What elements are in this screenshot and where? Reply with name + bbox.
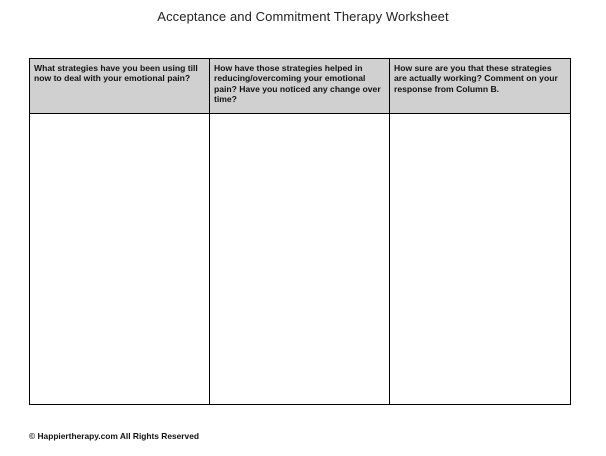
answer-row	[30, 114, 571, 405]
header-row	[30, 59, 571, 114]
column-b-answer-cell[interactable]	[210, 114, 390, 405]
column-c-answer-cell[interactable]	[390, 114, 571, 405]
copyright-footer: © Happiertherapy.com All Rights Reserved	[29, 431, 199, 441]
worksheet-title: Acceptance and Commitment Therapy Worksheet	[157, 9, 449, 24]
column-b-header: How have those strategies helped in reducing/overcoming your emotional pain? Have you noticed any change over time?	[210, 59, 390, 114]
worksheet-table	[29, 58, 571, 405]
column-c-header: How sure are you that these strategies are actually working? Comment on your response from Column B.	[390, 59, 571, 114]
column-a-answer-cell[interactable]	[30, 114, 210, 405]
column-a-header: What strategies have you been using till now to deal with your emotional pain?	[30, 59, 210, 114]
